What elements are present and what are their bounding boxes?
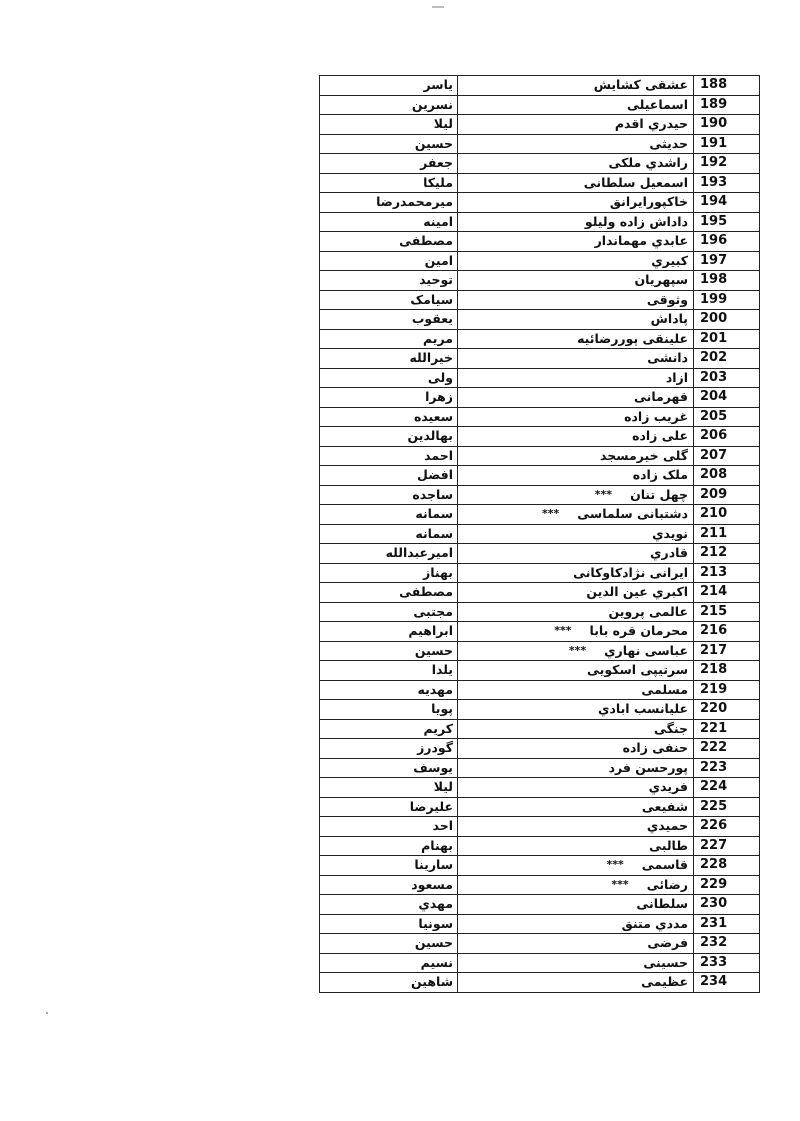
row-number: 231	[700, 915, 728, 931]
surname-text: داداش زاده ولیلو	[584, 213, 688, 229]
row-number: 215	[700, 603, 728, 619]
surname-cell	[457, 895, 694, 914]
first-name-cell: مجتبی	[413, 603, 453, 619]
surname-text: عشقی کشایش	[593, 77, 688, 92]
table-row	[320, 252, 759, 272]
row-number: 222	[700, 740, 728, 755]
row-number: 191	[700, 135, 728, 151]
table-row	[320, 291, 759, 311]
table-row	[320, 525, 759, 545]
surname-text: حنفی زاده	[622, 740, 688, 755]
table-row	[320, 271, 759, 291]
surname-text: عابدي مهماندار	[594, 233, 688, 248]
surname-text: اسمعیل سلطانی	[583, 174, 688, 190]
surname-text: عباسی نهاري	[604, 642, 688, 658]
table-row	[320, 739, 759, 759]
surname-cell	[457, 876, 694, 895]
asterisk-mark: ***	[554, 624, 572, 637]
first-name-cell: ابراهیم	[408, 623, 453, 638]
row-number: 214	[700, 584, 728, 599]
row-number: 233	[700, 954, 728, 970]
surname-text: اکبري عین الدین	[586, 584, 688, 599]
surname-cell	[457, 447, 694, 466]
first-name-cell: مصطفی	[399, 233, 453, 248]
table-row	[320, 817, 759, 837]
names-table	[319, 75, 760, 993]
table-row	[320, 544, 759, 564]
first-name-cell: سارینا	[414, 857, 453, 872]
surname-text: علی زاده	[632, 428, 688, 443]
row-number: 220	[700, 701, 728, 716]
first-name-cell: علیرضا	[409, 798, 453, 814]
surname-text: قادري	[650, 545, 688, 560]
row-number: 229	[700, 876, 728, 892]
row-number: 199	[700, 291, 728, 307]
row-number: 190	[700, 116, 728, 131]
first-name-cell: احد	[432, 818, 453, 833]
surname-text: فرضی	[647, 935, 688, 950]
surname-cell	[457, 271, 694, 290]
row-number: 217	[700, 642, 728, 658]
table-row	[320, 583, 759, 603]
row-number: 196	[700, 233, 728, 248]
surname-cell	[457, 466, 694, 485]
surname-text: حیدري اقدم	[614, 116, 688, 131]
first-name-cell: جعفر	[420, 155, 453, 170]
asterisk-mark: ***	[568, 643, 587, 657]
surname-text: حسینی	[643, 954, 688, 970]
surname-cell	[457, 252, 694, 271]
first-name-cell: یوسف	[413, 759, 453, 775]
surname-cell	[457, 856, 694, 875]
row-number: 203	[700, 369, 728, 385]
surname-text: ازاد	[665, 369, 688, 385]
row-number: 211	[700, 525, 728, 541]
surname-cell	[457, 115, 694, 134]
row-number: 204	[700, 389, 728, 404]
surname-text: سلطانی	[636, 896, 688, 911]
surname-cell	[457, 135, 694, 154]
first-name-cell: مهدي	[418, 896, 453, 911]
surname-cell	[457, 564, 694, 583]
first-name-cell: سمانه	[415, 525, 453, 541]
first-name-cell: لیلا	[433, 116, 453, 131]
first-name-cell: یلدا	[431, 662, 453, 677]
first-name-cell: مسعود	[411, 876, 453, 892]
first-name-cell: سمانه	[415, 506, 453, 521]
first-name-cell: خیرالله	[409, 350, 453, 365]
table-row	[320, 193, 759, 213]
row-number: 230	[700, 896, 728, 911]
first-name-cell: نسیم	[420, 954, 453, 970]
row-number: 195	[700, 213, 728, 229]
surname-cell	[457, 154, 694, 173]
surname-cell	[457, 310, 694, 329]
table-row	[320, 213, 759, 233]
surname-text: مددي متنق	[621, 915, 688, 931]
row-number: 200	[700, 311, 728, 326]
table-row	[320, 115, 759, 135]
surname-cell	[457, 973, 694, 992]
first-name-cell: سعیده	[413, 408, 453, 424]
surname-cell	[457, 759, 694, 778]
table-row	[320, 642, 759, 662]
surname-text: مسلمی	[641, 681, 688, 697]
surname-text: محرمان قره بابا	[589, 623, 688, 638]
row-number: 209	[700, 486, 728, 502]
surname-cell	[457, 583, 694, 602]
table-row	[320, 154, 759, 174]
row-number: 221	[700, 720, 728, 736]
surname-text: خاکپورایرانق	[609, 194, 688, 209]
first-name-cell: شاهین	[410, 974, 453, 989]
row-number: 201	[700, 330, 728, 346]
surname-cell	[457, 739, 694, 758]
table-row	[320, 876, 759, 896]
surname-text: نویدي	[652, 525, 688, 541]
surname-text: علیانسب ابادي	[598, 701, 688, 716]
table-row	[320, 486, 759, 506]
table-row	[320, 622, 759, 642]
surname-cell	[457, 778, 694, 797]
first-name-cell: کریم	[423, 720, 453, 736]
surname-cell	[457, 681, 694, 700]
surname-cell	[457, 622, 694, 641]
surname-text: رضائی	[646, 876, 688, 892]
surname-text: کبیري	[651, 252, 688, 268]
table-row	[320, 349, 759, 369]
first-name-cell: ملیکا	[423, 174, 453, 190]
row-number: 210	[700, 506, 728, 521]
row-number: 219	[700, 681, 728, 697]
surname-cell	[457, 700, 694, 719]
table-row	[320, 700, 759, 720]
row-number: 205	[700, 408, 728, 424]
surname-text: پورحسن فرد	[608, 759, 688, 775]
row-number: 192	[700, 155, 728, 170]
surname-cell	[457, 388, 694, 407]
first-name-cell: افضل	[417, 467, 453, 482]
first-name-cell: لیلا	[433, 779, 453, 794]
first-name-cell: توحید	[419, 272, 453, 287]
table-row	[320, 837, 759, 857]
first-name-cell: مریم	[422, 330, 453, 346]
table-row	[320, 915, 759, 935]
first-name-cell: سیامک	[410, 291, 453, 307]
surname-text: پاداش	[650, 311, 688, 326]
table-row	[320, 661, 759, 681]
surname-cell	[457, 837, 694, 856]
row-number: 216	[700, 623, 728, 638]
first-name-cell: یاسر	[423, 77, 453, 92]
row-number: 193	[700, 174, 728, 190]
surname-text: علینقی پوررضائیه	[577, 330, 688, 346]
surname-text: گلی خیرمسجد	[600, 447, 688, 463]
scan-artifact	[432, 6, 444, 8]
asterisk-mark: ***	[594, 487, 613, 501]
table-row	[320, 798, 759, 818]
first-name-cell: امیرعبدالله	[385, 545, 453, 560]
surname-cell	[457, 817, 694, 836]
asterisk-mark: ***	[611, 877, 629, 891]
surname-text: عالمی پروین	[608, 603, 688, 619]
table-row	[320, 681, 759, 701]
surname-cell	[457, 96, 694, 115]
surname-cell	[457, 193, 694, 212]
row-number: 225	[700, 798, 728, 814]
table-row	[320, 408, 759, 428]
surname-text: شفیعی	[641, 798, 688, 814]
surname-cell	[457, 349, 694, 368]
surname-cell	[457, 408, 694, 427]
row-number: 232	[700, 935, 728, 950]
surname-cell	[457, 76, 694, 95]
table-row	[320, 466, 759, 486]
surname-text: دانشی	[647, 350, 688, 365]
table-row	[320, 369, 759, 389]
surname-cell	[457, 798, 694, 817]
surname-cell	[457, 213, 694, 232]
first-name-cell: مهدیه	[417, 681, 453, 697]
row-number: 228	[700, 857, 728, 872]
first-name-cell: ساجده	[412, 486, 453, 502]
table-row	[320, 564, 759, 584]
first-name-cell: امینه	[423, 213, 453, 229]
row-number: 202	[700, 350, 728, 365]
first-name-cell: حسین	[414, 642, 453, 658]
surname-text: غریب زاده	[624, 408, 688, 424]
surname-text: ملک زاده	[632, 467, 688, 482]
surname-cell	[457, 369, 694, 388]
row-number: 224	[700, 779, 728, 794]
table-row	[320, 720, 759, 740]
surname-text: سرتیپی اسکویی	[587, 662, 688, 677]
table-row	[320, 603, 759, 623]
first-name-cell: احمد	[424, 447, 453, 463]
surname-text: حمیدي	[646, 818, 688, 833]
first-name-cell: مصطفی	[399, 584, 453, 599]
first-name-cell: میرمحمدرضا	[376, 194, 453, 209]
table-row	[320, 310, 759, 330]
surname-cell	[457, 954, 694, 973]
first-name-cell: ولی	[427, 369, 453, 385]
row-number: 206	[700, 428, 728, 443]
table-row	[320, 427, 759, 447]
surname-cell	[457, 330, 694, 349]
table-row	[320, 174, 759, 194]
first-name-cell: بهنام	[421, 837, 453, 853]
row-number: 227	[700, 837, 728, 853]
surname-cell	[457, 720, 694, 739]
surname-cell	[457, 291, 694, 310]
row-number: 194	[700, 194, 728, 209]
first-name-cell: بهناز	[423, 564, 453, 580]
first-name-cell: بهالدین	[407, 428, 453, 443]
surname-text: حدیثی	[649, 135, 688, 151]
row-number: 234	[700, 974, 728, 989]
row-number: 208	[700, 467, 728, 482]
first-name-cell: پویا	[431, 701, 453, 716]
surname-text: فریدي	[648, 779, 688, 794]
surname-cell	[457, 486, 694, 505]
row-number: 212	[700, 545, 728, 560]
first-name-cell: حسین	[414, 935, 453, 950]
first-name-cell: امین	[424, 252, 453, 268]
first-name-cell: حسین	[414, 135, 453, 151]
surname-cell	[457, 174, 694, 193]
row-number: 198	[700, 272, 728, 287]
table-row	[320, 759, 759, 779]
surname-cell	[457, 505, 694, 524]
table-row	[320, 330, 759, 350]
surname-text: چهل تنان	[630, 486, 688, 502]
surname-cell	[457, 427, 694, 446]
row-number: 197	[700, 252, 728, 268]
surname-cell	[457, 603, 694, 622]
surname-text: اسماعیلی	[626, 96, 688, 112]
surname-cell	[457, 642, 694, 661]
first-name-cell: نسرین	[411, 96, 453, 112]
asterisk-mark: ***	[606, 858, 624, 871]
first-name-cell: یعقوب	[411, 311, 453, 326]
surname-text: راشدي ملکی	[608, 155, 688, 170]
surname-text: وثوقی	[646, 291, 688, 307]
table-row	[320, 232, 759, 252]
surname-cell	[457, 915, 694, 934]
surname-cell	[457, 544, 694, 563]
scan-dot	[46, 1012, 48, 1014]
row-number: 207	[700, 447, 728, 463]
row-number: 213	[700, 564, 728, 580]
first-name-cell: زهرا	[425, 389, 453, 404]
table-row	[320, 135, 759, 155]
row-number: 223	[700, 759, 728, 775]
surname-text: سپهریان	[634, 272, 688, 287]
row-number: 218	[700, 662, 728, 677]
surname-cell	[457, 934, 694, 953]
table-row	[320, 954, 759, 974]
surname-cell	[457, 525, 694, 544]
surname-cell	[457, 661, 694, 680]
table-row	[320, 76, 759, 96]
table-row	[320, 778, 759, 798]
table-row	[320, 856, 759, 876]
table-row	[320, 96, 759, 116]
table-row	[320, 447, 759, 467]
row-number: 188	[700, 77, 728, 92]
surname-text: ایرانی نژادکاوکانی	[573, 564, 688, 580]
surname-text: عظیمی	[641, 974, 688, 989]
surname-text: قهرمانی	[634, 389, 688, 404]
surname-text: جنگی	[653, 720, 688, 736]
first-name-cell: گودرز	[417, 740, 453, 755]
surname-cell	[457, 232, 694, 251]
surname-text: طالبی	[649, 837, 688, 853]
table-row	[320, 934, 759, 954]
surname-text: قاسمی	[641, 857, 688, 872]
table-row	[320, 973, 759, 993]
table-row	[320, 388, 759, 408]
table-row	[320, 505, 759, 525]
row-number: 189	[700, 96, 728, 112]
surname-text: دشتبانی سلماسی	[577, 506, 688, 521]
asterisk-mark: ***	[542, 507, 560, 520]
first-name-cell: سونیا	[418, 915, 453, 931]
row-number: 226	[700, 818, 728, 833]
table-row	[320, 895, 759, 915]
